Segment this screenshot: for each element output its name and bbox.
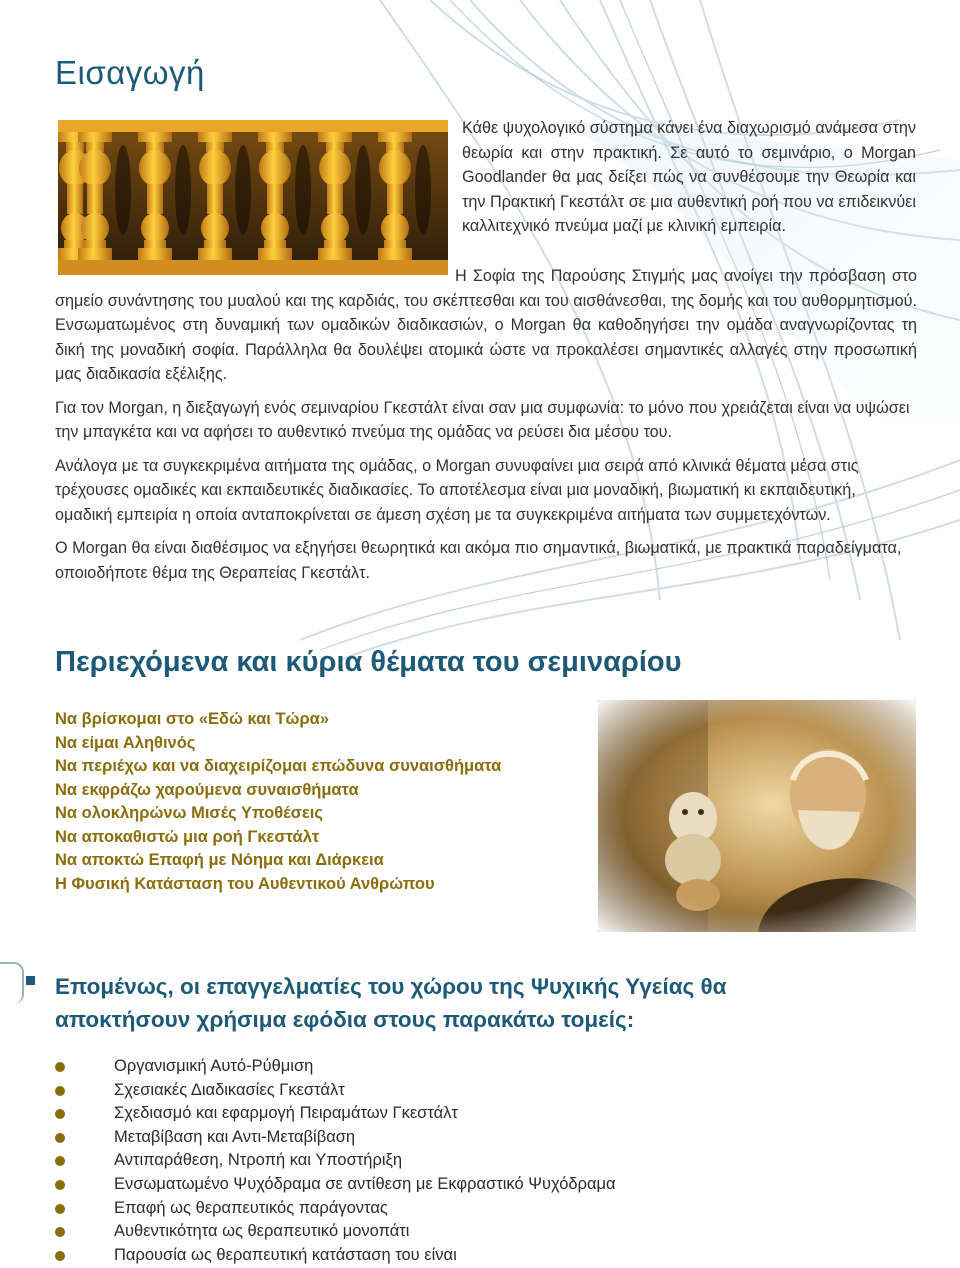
skill-area-item (55, 1102, 616, 1126)
intro-paragraph: Η Σοφία της Παρούσης Στιγμής μας ανοίγει την πρόσβαση στο σημείο συνάντησης του μυαλού και της καρδιάς, του σκέπτεσθαι και του αισθάνεσθαι, της δομής και του αυθορμητισμού. Ενσωματωμένος στη δυναμική των ομαδικών διαδικασιών, ο Morgan θα καθοδηγήσει την ομάδα αναγνωρίζοντας τη δική της μοναδική σοφία. Παράλληλα θα δουλέψει ατομικά ώστε να προκαλέσει σημαντικές αλλαγές στην προσωπική μας διαδικασία εξέλιξης. (55, 267, 917, 383)
theme-item: Να αποκτώ Επαφή με Νόημα και Διάρκεια (55, 851, 384, 869)
theme-item: Να βρίσκομαι στο «Εδώ και Τώρα» (55, 710, 330, 728)
bullet-dot-icon (55, 1227, 65, 1237)
bullet-dot-icon (55, 1156, 65, 1166)
skill-area-label: Μεταβίβαση και Αντι-Μεταβίβαση (114, 1127, 356, 1146)
theme-item: Η Φυσική Κατάσταση του Αυθεντικού Ανθρώπου (55, 874, 435, 893)
skill-area-label: Σχεσιακές Διαδικασίες Γκεστάλτ (114, 1080, 345, 1099)
skill-area-label: Αυθεντικότητα ως θεραπευτικό μονοπάτι (114, 1222, 410, 1241)
skill-area-label: Οργανισμική Αυτό-Ρύθμιση (114, 1057, 314, 1075)
bullet-dot-icon (55, 1133, 65, 1143)
speaker-photo (598, 700, 916, 932)
intro-paragraph: Ο Morgan θα είναι διαθέσιμος να εξηγήσει θεωρητικά και ακόμα πιο σημαντικά, βιωματικά, με πρακτικά παραδείγματα, οποιοδήποτε θέμα της Θεραπείας Γκεστάλτ. (55, 539, 902, 582)
skill-area-item (55, 1173, 616, 1197)
intro-side-paragraph: Κάθε ψυχολογικό σύστημα κάνει ένα διαχωρισμό ανάμεσα στην θεωρία και στην πρακτική. Σε αυτό το σεμινάριο, ο Morgan Goodlander θα μας δείξει πώς να συνθέσουμε την Θεωρία και την Πρακτική Γκεστάλτ σε μια αυθεντική ροή που να επιδεικνύει καλλιτεχνικό πνεύμα μαζί με κλινική εμπειρία. (462, 119, 916, 235)
section-square-marker (26, 976, 35, 985)
skill-area-item (55, 1126, 616, 1150)
bullet-dot-icon (55, 1251, 65, 1261)
bullet-dot-icon (55, 1109, 65, 1119)
skill-area-item (55, 1197, 616, 1221)
intro-side-paragraph-container (462, 116, 916, 239)
intro-title: Εισαγωγή (55, 54, 205, 91)
bullet-dot-icon (55, 1062, 65, 1072)
bullet-dot-icon (55, 1086, 65, 1096)
skill-area-item (55, 1149, 616, 1173)
contents-title: Περιεχόμενα και κύρια θέματα του σεμιναρίου (55, 646, 682, 678)
skill-area-label: Ενσωματωμένο Ψυχόδραμα σε αντίθεση με Εκφραστικό Ψυχόδραμα (114, 1174, 616, 1193)
skill-area-label: Σχεδιασμό και εφαρμογή Πειραμάτων Γκεστάλτ (114, 1104, 458, 1123)
theme-item: Να αποκαθιστώ μια ροή Γκεστάλτ (55, 827, 320, 846)
theme-item: Να είμαι Αληθινός (55, 733, 196, 752)
skill-area-item (55, 1079, 616, 1103)
theme-item: Να εκφράζω χαρούμενα συναισθήματα (55, 780, 359, 799)
skill-area-label: Επαφή ως θεραπευτικός παράγοντας (114, 1198, 388, 1217)
bullet-dot-icon (55, 1180, 65, 1190)
intro-body (55, 264, 917, 585)
skill-area-item (55, 1220, 616, 1244)
themes-list (55, 708, 501, 896)
balustrade-pillars-image (58, 120, 448, 275)
skill-area-item (55, 1244, 616, 1268)
intro-paragraph: Για τον Morgan, η διεξαγωγή ενός σεμιναρίου Γκεστάλτ είναι σαν μια συμφωνία: το μόνο που χρειάζεται είναι να υψώσει την μπαγκέτα και να αφήσει το αυθεντικό πνεύμα της ομάδας να ρεύσει δια μέσου του. (55, 398, 910, 441)
skills-areas-list (55, 1055, 616, 1267)
bullet-dot-icon (55, 1204, 65, 1214)
theme-item: Να ολοκληρώνω Μισές Υποθέσεις (55, 804, 323, 822)
theme-item: Να περιέχω και να διαχειρίζομαι επώδυνα συναισθήματα (55, 757, 502, 775)
skill-area-label: Αντιπαράθεση, Ντροπή και Υποστήριξη (114, 1151, 403, 1170)
professionals-heading: Επομένως, οι επαγγελματίες του χώρου της Ψυχικής Υγείας θα αποκτήσουν χρήσιμα εφόδια στους παρακάτω τομείς: (55, 974, 727, 1032)
skill-area-item (55, 1055, 616, 1079)
intro-paragraph: Ανάλογα με τα συγκεκριμένα αιτήματα της ομάδας, ο Morgan συνυφαίνει μια σειρά από κλινικά θέματα μέσα στις τρέχουσες ομαδικές και εκπαιδευτικές διαδικασίες. Το αποτέλεσμα είναι μια μοναδική, βιωματική κι εκπαιδευτική, ομαδική εμπειρία η οποία ανταποκρίνεται σε άμεση σχέση με τα συγκεκριμένα αιτήματα των συμμετεχόντων. (55, 456, 859, 524)
skill-area-label: Παρουσία ως θεραπευτική κατάσταση του είναι (114, 1245, 457, 1264)
section-corner-line (0, 962, 24, 1004)
